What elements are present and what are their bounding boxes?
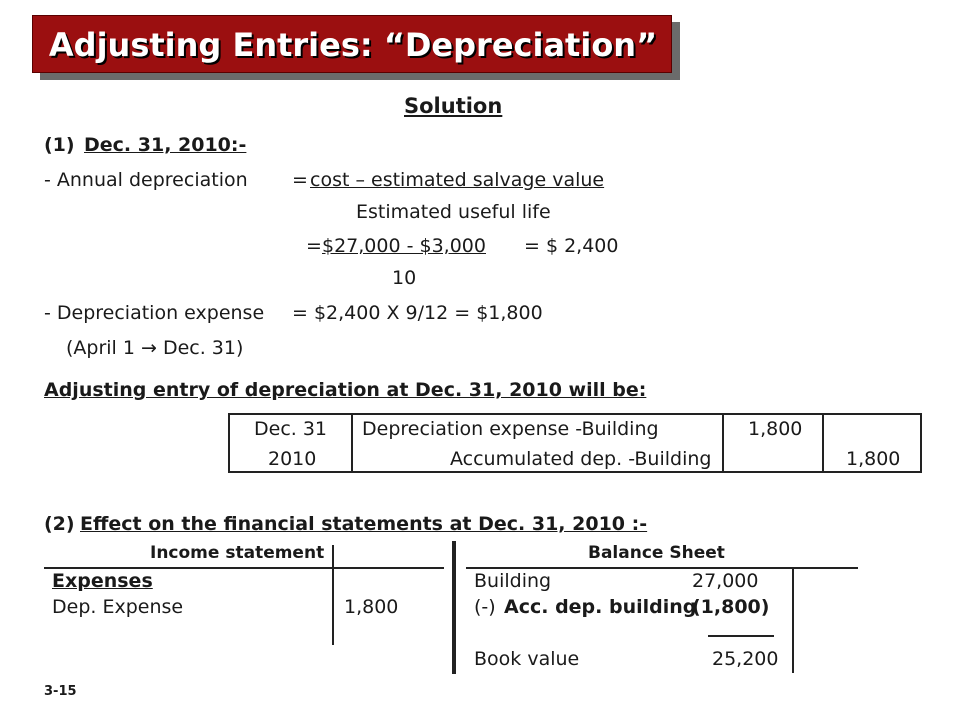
journal-date-line1: Dec. 31 xyxy=(254,418,328,440)
calc-denominator: 10 xyxy=(392,267,417,289)
journal-debit-account: Depreciation expense -Building xyxy=(362,418,659,440)
book-value-label: Book value xyxy=(474,648,580,670)
part2-label: (2) xyxy=(44,513,75,535)
income-statement-title: Income statement xyxy=(150,543,325,563)
table-divider xyxy=(822,415,824,471)
table-divider xyxy=(722,415,724,471)
depreciation-period: (April 1 → Dec. 31) xyxy=(66,337,244,359)
expenses-section-label: Expenses xyxy=(52,570,153,592)
journal-credit-account: Accumulated dep. -Building xyxy=(450,448,712,470)
dep-expense-amount: 1,800 xyxy=(344,596,399,618)
part1-label: (1) xyxy=(44,134,75,156)
book-value-amount: 25,200 xyxy=(712,648,779,670)
adjusting-entry-heading: Adjusting entry of depreciation at Dec. 31, 2010 will be: xyxy=(44,379,647,401)
building-amount: 27,000 xyxy=(692,570,759,592)
acc-dep-amount: (1,800) xyxy=(692,596,770,618)
journal-credit-amount: 1,800 xyxy=(846,448,901,470)
depreciation-expense-calc: = $2,400 X 9/12 = $1,800 xyxy=(292,302,543,324)
solution-heading: Solution xyxy=(404,94,503,118)
balance-amount-divider xyxy=(792,569,794,673)
formula-numerator: cost – estimated salvage value xyxy=(310,169,605,191)
statements-divider xyxy=(452,541,456,674)
journal-entry-table xyxy=(228,413,922,473)
subtotal-rule xyxy=(708,635,774,637)
balance-sheet-title: Balance Sheet xyxy=(588,543,725,563)
income-amount-divider xyxy=(332,545,334,645)
calc-equals: = xyxy=(306,235,322,257)
calc-result: = $ 2,400 xyxy=(524,235,619,257)
part2-heading: Effect on the financial statements at Dec. 31, 2010 :- xyxy=(80,513,648,535)
journal-debit-amount: 1,800 xyxy=(748,418,803,440)
title-banner xyxy=(32,15,672,73)
part1-date: Dec. 31, 2010:- xyxy=(84,134,247,156)
journal-date-line2: 2010 xyxy=(268,448,317,470)
acc-dep-prefix: (-) xyxy=(474,596,496,618)
acc-dep-label: Acc. dep. building xyxy=(504,596,697,618)
depreciation-expense-label: - Depreciation expense xyxy=(44,302,265,324)
slide-title: Adjusting Entries: “Depreciation” xyxy=(48,26,658,64)
annual-depreciation-label: - Annual depreciation xyxy=(44,169,248,191)
formula-equals: = xyxy=(292,169,308,191)
formula-denominator: Estimated useful life xyxy=(356,201,551,223)
slide-number: 3-15 xyxy=(44,684,77,699)
calc-numerator: $27,000 - $3,000 xyxy=(322,235,486,257)
table-divider xyxy=(351,415,353,471)
balance-header-rule xyxy=(466,567,858,569)
income-header-rule xyxy=(44,567,444,569)
building-label: Building xyxy=(474,570,552,592)
dep-expense-label: Dep. Expense xyxy=(52,596,184,618)
